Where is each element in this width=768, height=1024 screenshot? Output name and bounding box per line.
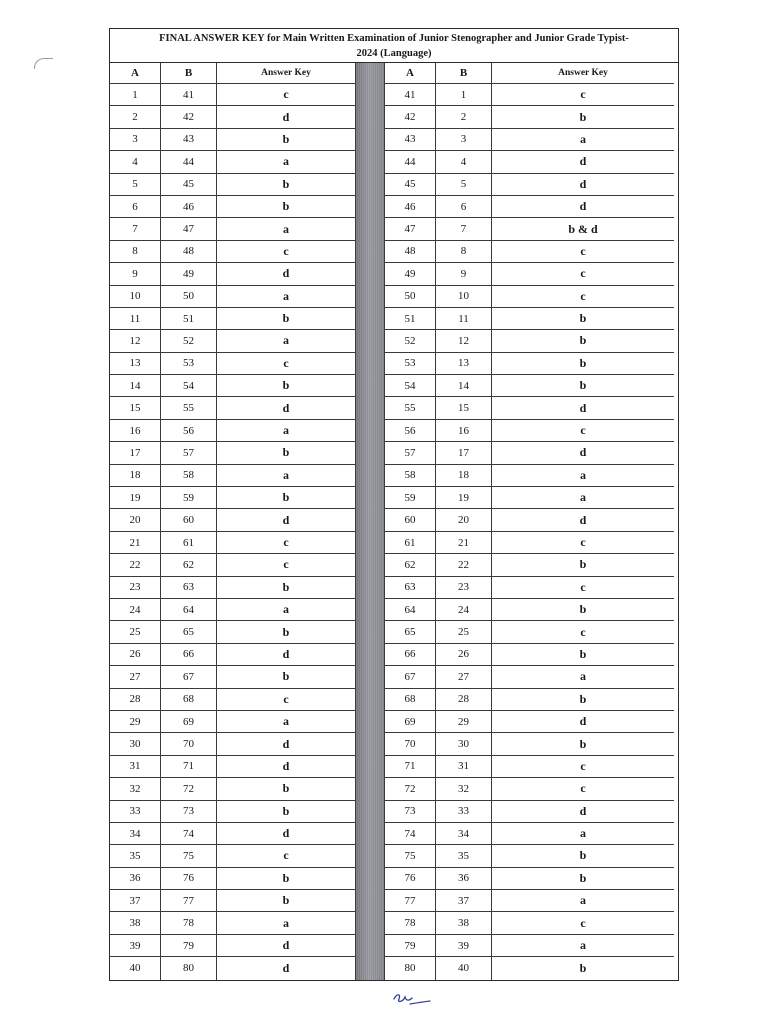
question-number-b-cell: 19: [436, 487, 492, 509]
question-number-a-cell: 61: [385, 532, 436, 554]
column-header-a: A: [110, 63, 161, 84]
question-number-a-cell: 73: [385, 801, 436, 823]
question-number-b-cell: 18: [436, 465, 492, 487]
answer-key-cell: c: [217, 845, 356, 867]
question-number-a-cell: 21: [110, 532, 161, 554]
question-number-a-cell: 37: [110, 890, 161, 912]
question-number-a-cell: 25: [110, 621, 161, 643]
question-number-a-cell: 47: [385, 218, 436, 240]
question-number-a-cell: 33: [110, 801, 161, 823]
column-header-answer-key: Answer Key: [492, 63, 674, 84]
question-number-a-cell: 68: [385, 689, 436, 711]
question-number-b-cell: 14: [436, 375, 492, 397]
question-number-a-cell: 77: [385, 890, 436, 912]
question-number-a-cell: 10: [110, 286, 161, 308]
question-number-b-cell: 53: [161, 353, 217, 375]
document-title: [110, 29, 678, 63]
question-number-b-cell: 3: [436, 129, 492, 151]
answer-key-cell: b: [492, 868, 674, 890]
answer-key-cell: b: [492, 733, 674, 755]
answer-key-cell: a: [492, 890, 674, 912]
question-number-b-cell: 38: [436, 912, 492, 934]
question-number-a-cell: 7: [110, 218, 161, 240]
question-number-b-cell: 15: [436, 397, 492, 419]
question-number-a-cell: 30: [110, 733, 161, 755]
question-number-a-cell: 64: [385, 599, 436, 621]
question-number-b-cell: 6: [436, 196, 492, 218]
question-number-a-cell: 24: [110, 599, 161, 621]
question-number-b-cell: 24: [436, 599, 492, 621]
question-number-a-cell: 78: [385, 912, 436, 934]
title-line-2: 2024 (Language): [356, 48, 432, 59]
answer-key-cell: b: [217, 375, 356, 397]
answer-key-cell: c: [492, 532, 674, 554]
question-number-b-cell: 66: [161, 644, 217, 666]
question-number-a-cell: 22: [110, 554, 161, 576]
answer-key-cell: d: [492, 151, 674, 173]
answer-key-cell: d: [492, 174, 674, 196]
question-number-b-cell: 46: [161, 196, 217, 218]
answer-key-cell: b: [217, 487, 356, 509]
question-number-b-cell: 29: [436, 711, 492, 733]
question-number-b-cell: 65: [161, 621, 217, 643]
answer-key-table: [110, 63, 678, 980]
answer-key-cell: b: [492, 330, 674, 352]
answer-key-cell: b: [492, 599, 674, 621]
answer-key-cell: b: [217, 868, 356, 890]
question-number-b-cell: 54: [161, 375, 217, 397]
question-number-a-cell: 39: [110, 935, 161, 957]
question-number-a-cell: 43: [385, 129, 436, 151]
answer-key-cell: b: [217, 778, 356, 800]
question-number-b-cell: 13: [436, 353, 492, 375]
question-number-a-cell: 67: [385, 666, 436, 688]
answer-key-cell: b: [492, 353, 674, 375]
answer-key-cell: b: [217, 174, 356, 196]
question-number-b-cell: 59: [161, 487, 217, 509]
answer-key-cell: a: [492, 935, 674, 957]
question-number-b-cell: 52: [161, 330, 217, 352]
question-number-a-cell: 20: [110, 509, 161, 531]
answer-key-cell: d: [217, 733, 356, 755]
question-number-b-cell: 61: [161, 532, 217, 554]
question-number-b-cell: 71: [161, 756, 217, 778]
question-number-b-cell: 39: [436, 935, 492, 957]
question-number-b-cell: 72: [161, 778, 217, 800]
question-number-a-cell: 74: [385, 823, 436, 845]
answer-key-cell: b: [217, 577, 356, 599]
question-number-a-cell: 13: [110, 353, 161, 375]
question-number-a-cell: 79: [385, 935, 436, 957]
question-number-a-cell: 42: [385, 106, 436, 128]
answer-key-cell: c: [217, 353, 356, 375]
answer-key-cell: c: [217, 689, 356, 711]
answer-key-cell: a: [492, 666, 674, 688]
question-number-b-cell: 74: [161, 823, 217, 845]
answer-key-cell: a: [217, 599, 356, 621]
question-number-a-cell: 66: [385, 644, 436, 666]
answer-key-cell: d: [492, 509, 674, 531]
answer-key-sheet: [109, 28, 679, 981]
question-number-b-cell: 75: [161, 845, 217, 867]
answer-key-cell: b: [217, 890, 356, 912]
question-number-b-cell: 23: [436, 577, 492, 599]
question-number-b-cell: 21: [436, 532, 492, 554]
question-number-b-cell: 77: [161, 890, 217, 912]
answer-key-cell: b: [492, 644, 674, 666]
column-header-answer-key: Answer Key: [217, 63, 356, 84]
question-number-a-cell: 36: [110, 868, 161, 890]
answer-key-cell: d: [492, 442, 674, 464]
answer-key-cell: d: [217, 509, 356, 531]
answer-key-cell: b: [217, 621, 356, 643]
question-number-a-cell: 4: [110, 151, 161, 173]
shaded-divider-column: [356, 63, 385, 980]
question-number-a-cell: 19: [110, 487, 161, 509]
answer-key-cell: d: [217, 823, 356, 845]
answer-key-cell: b: [217, 666, 356, 688]
answer-key-cell: a: [217, 420, 356, 442]
answer-key-cell: a: [217, 465, 356, 487]
question-number-b-cell: 69: [161, 711, 217, 733]
question-number-b-cell: 51: [161, 308, 217, 330]
question-number-b-cell: 45: [161, 174, 217, 196]
question-number-b-cell: 50: [161, 286, 217, 308]
question-number-b-cell: 64: [161, 599, 217, 621]
question-number-a-cell: 48: [385, 241, 436, 263]
question-number-a-cell: 18: [110, 465, 161, 487]
question-number-b-cell: 60: [161, 509, 217, 531]
question-number-a-cell: 1: [110, 84, 161, 106]
question-number-a-cell: 70: [385, 733, 436, 755]
question-number-a-cell: 63: [385, 577, 436, 599]
answer-key-cell: c: [217, 532, 356, 554]
question-number-b-cell: 73: [161, 801, 217, 823]
question-number-a-cell: 57: [385, 442, 436, 464]
answer-key-cell: c: [492, 84, 674, 106]
punch-hole-mark: [34, 58, 53, 69]
question-number-b-cell: 40: [436, 957, 492, 979]
answer-key-cell: b: [492, 308, 674, 330]
question-number-a-cell: 35: [110, 845, 161, 867]
title-line-1: FINAL ANSWER KEY for Main Written Examination of Junior Stenographer and Junior Grade Typist-: [159, 33, 629, 44]
question-number-b-cell: 80: [161, 957, 217, 979]
answer-key-cell: c: [217, 84, 356, 106]
question-number-b-cell: 70: [161, 733, 217, 755]
question-number-b-cell: 76: [161, 868, 217, 890]
answer-key-cell: c: [492, 241, 674, 263]
question-number-a-cell: 59: [385, 487, 436, 509]
question-number-b-cell: 4: [436, 151, 492, 173]
question-number-b-cell: 28: [436, 689, 492, 711]
question-number-a-cell: 12: [110, 330, 161, 352]
question-number-b-cell: 11: [436, 308, 492, 330]
answer-key-cell: d: [217, 106, 356, 128]
question-number-b-cell: 79: [161, 935, 217, 957]
answer-key-cell: b: [492, 554, 674, 576]
handwritten-initials-signature: [392, 990, 432, 1010]
question-number-b-cell: 57: [161, 442, 217, 464]
question-number-a-cell: 41: [385, 84, 436, 106]
answer-key-cell: d: [492, 397, 674, 419]
question-number-b-cell: 47: [161, 218, 217, 240]
question-number-b-cell: 58: [161, 465, 217, 487]
question-number-a-cell: 3: [110, 129, 161, 151]
question-number-a-cell: 17: [110, 442, 161, 464]
question-number-b-cell: 37: [436, 890, 492, 912]
question-number-b-cell: 8: [436, 241, 492, 263]
answer-key-cell: a: [217, 912, 356, 934]
question-number-b-cell: 43: [161, 129, 217, 151]
question-number-a-cell: 65: [385, 621, 436, 643]
question-number-a-cell: 27: [110, 666, 161, 688]
question-number-a-cell: 23: [110, 577, 161, 599]
answer-key-cell: b: [217, 129, 356, 151]
question-number-a-cell: 50: [385, 286, 436, 308]
question-number-b-cell: 1: [436, 84, 492, 106]
answer-key-cell: c: [217, 241, 356, 263]
question-number-a-cell: 52: [385, 330, 436, 352]
question-number-b-cell: 17: [436, 442, 492, 464]
answer-key-cell: b: [217, 442, 356, 464]
question-number-b-cell: 30: [436, 733, 492, 755]
question-number-a-cell: 46: [385, 196, 436, 218]
question-number-b-cell: 10: [436, 286, 492, 308]
question-number-b-cell: 16: [436, 420, 492, 442]
answer-key-cell: d: [217, 397, 356, 419]
question-number-a-cell: 38: [110, 912, 161, 934]
answer-key-cell: d: [217, 644, 356, 666]
answer-key-cell: d: [217, 263, 356, 285]
question-number-a-cell: 32: [110, 778, 161, 800]
answer-key-cell: b: [579, 960, 587, 975]
question-number-a-cell: 72: [385, 778, 436, 800]
question-number-a-cell: 44: [385, 151, 436, 173]
question-number-b-cell: 35: [436, 845, 492, 867]
question-number-b-cell: 48: [161, 241, 217, 263]
question-number-a-cell: 58: [385, 465, 436, 487]
answer-key-cell: b: [217, 196, 356, 218]
answer-key-cell: b: [492, 689, 674, 711]
question-number-a-cell: 29: [110, 711, 161, 733]
question-number-a-cell: 5: [110, 174, 161, 196]
question-number-a-cell: 14: [110, 375, 161, 397]
answer-key-cell: b: [492, 845, 674, 867]
question-number-a-cell: 8: [110, 241, 161, 263]
question-number-a-cell: 69: [385, 711, 436, 733]
column-header-b: B: [161, 63, 217, 84]
answer-key-cell: c: [492, 263, 674, 285]
answer-key-cell: a: [217, 330, 356, 352]
answer-key-cell: d: [217, 957, 356, 979]
answer-key-cell: a: [492, 129, 674, 151]
question-number-b-cell: 62: [161, 554, 217, 576]
question-number-a-cell: 16: [110, 420, 161, 442]
question-number-b-cell: 20: [436, 509, 492, 531]
question-number-b-cell: 2: [436, 106, 492, 128]
answer-key-cell: a: [217, 711, 356, 733]
answer-key-cell: c: [492, 286, 674, 308]
question-number-a-cell: 71: [385, 756, 436, 778]
answer-key-cell: c: [492, 420, 674, 442]
question-number-a-cell: 80: [385, 957, 436, 979]
question-number-b-cell: 26: [436, 644, 492, 666]
question-number-b-cell: 68: [161, 689, 217, 711]
question-number-a-cell: 55: [385, 397, 436, 419]
question-number-b-cell: 31: [436, 756, 492, 778]
question-number-b-cell: 63: [161, 577, 217, 599]
answer-key-cell: b: [217, 801, 356, 823]
question-number-b-cell: 34: [436, 823, 492, 845]
question-number-b-cell: 42: [161, 106, 217, 128]
question-number-a-cell: 34: [110, 823, 161, 845]
question-number-b-cell: 9: [436, 263, 492, 285]
question-number-a-cell: 75: [385, 845, 436, 867]
question-number-b-cell: 25: [436, 621, 492, 643]
answer-key-cell: b & d: [492, 218, 674, 240]
question-number-a-cell: 54: [385, 375, 436, 397]
question-number-b-cell: 56: [161, 420, 217, 442]
answer-key-cell: a: [217, 218, 356, 240]
question-number-a-cell: 11: [110, 308, 161, 330]
question-number-a-cell: 6: [110, 196, 161, 218]
question-number-b-cell: 12: [436, 330, 492, 352]
answer-key-cell: d: [492, 801, 674, 823]
question-number-b-cell: 5: [436, 174, 492, 196]
right-answer-table: [385, 63, 674, 980]
answer-key-cell: a: [492, 487, 674, 509]
question-number-a-cell: 53: [385, 353, 436, 375]
question-number-b-cell: 49: [161, 263, 217, 285]
question-number-b-cell: 7: [436, 218, 492, 240]
question-number-a-cell: 28: [110, 689, 161, 711]
column-header-a: A: [385, 63, 436, 84]
answer-key-cell: c: [492, 621, 674, 643]
question-number-b-cell: 44: [161, 151, 217, 173]
left-answer-table: [110, 63, 356, 980]
answer-key-cell: c: [492, 577, 674, 599]
question-number-a-cell: 60: [385, 509, 436, 531]
question-number-b-cell: 22: [436, 554, 492, 576]
question-number-a-cell: 2: [110, 106, 161, 128]
answer-key-cell: b: [492, 106, 674, 128]
question-number-a-cell: 9: [110, 263, 161, 285]
question-number-a-cell: 45: [385, 174, 436, 196]
question-number-a-cell: 26: [110, 644, 161, 666]
question-number-b-cell: 78: [161, 912, 217, 934]
question-number-a-cell: 56: [385, 420, 436, 442]
answer-key-cell: c: [492, 912, 674, 934]
question-number-b-cell: 33: [436, 801, 492, 823]
answer-key-cell: a: [492, 823, 674, 845]
question-number-b-cell: 32: [436, 778, 492, 800]
question-number-a-cell: 49: [385, 263, 436, 285]
answer-key-cell: d: [492, 711, 674, 733]
question-number-b-cell: 36: [436, 868, 492, 890]
answer-key-cell: c: [217, 554, 356, 576]
answer-key-cell: b: [217, 308, 356, 330]
answer-key-cell: c: [492, 778, 674, 800]
answer-key-cell: d: [217, 935, 356, 957]
question-number-a-cell: 40: [110, 957, 161, 979]
question-number-a-cell: 76: [385, 868, 436, 890]
answer-key-cell: a: [492, 465, 674, 487]
question-number-b-cell: 67: [161, 666, 217, 688]
answer-key-cell: a: [217, 286, 356, 308]
answer-key-cell: a: [217, 151, 356, 173]
question-number-b-cell: 27: [436, 666, 492, 688]
answer-key-cell: d: [217, 756, 356, 778]
question-number-b-cell: 55: [161, 397, 217, 419]
question-number-a-cell: 15: [110, 397, 161, 419]
question-number-a-cell: 31: [110, 756, 161, 778]
answer-key-cell: b: [492, 375, 674, 397]
question-number-a-cell: 51: [385, 308, 436, 330]
column-header-b: B: [436, 63, 492, 84]
answer-key-cell: c: [492, 756, 674, 778]
answer-key-cell: d: [492, 196, 674, 218]
question-number-b-cell: 41: [161, 84, 217, 106]
question-number-a-cell: 62: [385, 554, 436, 576]
